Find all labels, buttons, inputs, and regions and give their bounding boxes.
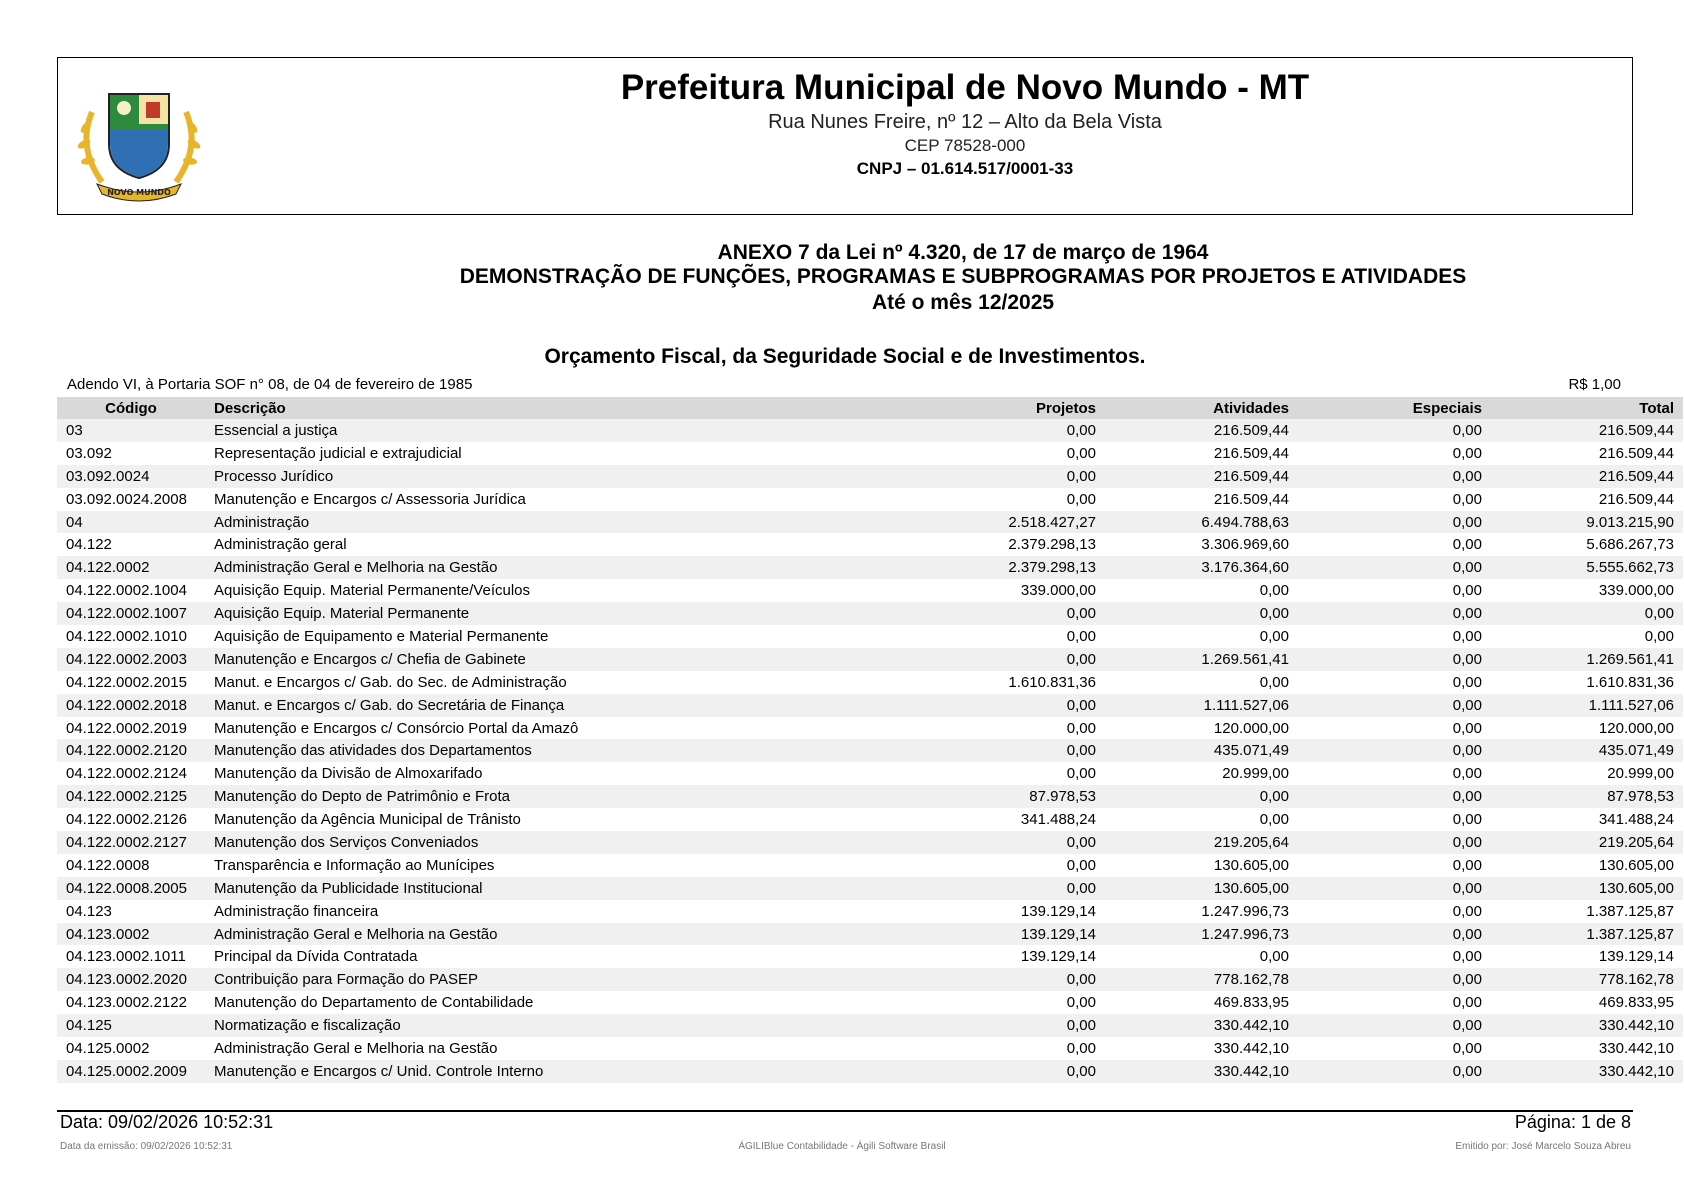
- adendo-note: Adendo VI, à Portaria SOF n° 08, de 04 de fevereiro de 1985: [67, 376, 473, 393]
- cell-atividades: 20.999,00: [1222, 765, 1289, 783]
- svg-text:NOVO MUNDO: NOVO MUNDO: [107, 188, 171, 197]
- cell-projetos: 0,00: [805, 968, 1105, 991]
- cell-descricao: Transparência e Informação ao Munícipes: [214, 856, 495, 874]
- cell-descricao: Manut. e Encargos c/ Gab. do Sec. de Administração: [214, 673, 567, 691]
- cell-codigo: 04.122.0002.2120: [57, 739, 205, 762]
- cell-atividades: 1.111.527,06: [1105, 694, 1298, 717]
- cell-codigo: 04: [57, 511, 205, 534]
- table-row: [57, 1060, 1683, 1083]
- cell-atividades: 0,00: [1259, 948, 1289, 966]
- cell-codigo: 04.123.0002.1011: [66, 948, 186, 966]
- cell-especiais: 0,00: [1298, 923, 1491, 946]
- cell-total: 216.509,44: [1598, 444, 1674, 462]
- cell-especiais: 0,00: [1298, 831, 1491, 854]
- cell-atividades: 1.247.996,73: [1201, 902, 1289, 920]
- cell-atividades: 0,00: [1259, 627, 1289, 645]
- cell-especiais: 0,00: [1298, 602, 1491, 625]
- table-row: [57, 945, 1683, 968]
- cell-especiais: 0,00: [1452, 444, 1482, 462]
- cell-descricao: Administração: [205, 511, 805, 534]
- cell-total: 778.162,78: [1491, 968, 1683, 991]
- cell-total: 219.205,64: [1491, 831, 1683, 854]
- cell-projetos: 0,00: [1066, 765, 1096, 783]
- cell-projetos: 0,00: [805, 739, 1105, 762]
- col-header-total: Total: [1491, 397, 1683, 419]
- cell-descricao: Manutenção da Publicidade Institucional: [205, 877, 805, 900]
- footer-date: Data: 09/02/2026 10:52:31: [60, 1112, 274, 1132]
- cell-codigo: 04.122.0002.1004: [66, 582, 187, 600]
- cell-projetos: 0,00: [805, 831, 1105, 854]
- currency-unit: R$ 1,00: [1568, 376, 1621, 393]
- col-header-especiais: Especiais: [1298, 397, 1491, 419]
- cell-descricao: Normatização e fiscalização: [205, 1014, 805, 1037]
- cell-projetos: 0,00: [805, 1014, 1105, 1037]
- cell-projetos: 0,00: [805, 694, 1105, 717]
- cell-atividades: 330.442,10: [1105, 1014, 1298, 1037]
- cell-codigo: 04.122.0002: [57, 556, 205, 579]
- cell-projetos: 87.978,53: [805, 785, 1105, 808]
- cell-projetos: 0,00: [1066, 1039, 1096, 1057]
- cell-especiais: 0,00: [1452, 856, 1482, 874]
- cell-projetos: 0,00: [1066, 856, 1096, 874]
- cell-codigo: 04.122.0002.2126: [66, 811, 187, 829]
- cell-descricao: Manutenção e Encargos c/ Unid. Controle Interno: [205, 1060, 805, 1083]
- cell-total: 330.442,10: [1491, 1060, 1683, 1083]
- cell-descricao: Manut. e Encargos c/ Gab. do Secretária de Finança: [205, 694, 805, 717]
- cell-total: 130.605,00: [1598, 856, 1674, 874]
- cell-projetos: 0,00: [805, 465, 1105, 488]
- cell-total: 0,00: [1644, 627, 1674, 645]
- cell-codigo: 04.122.0008: [66, 856, 150, 874]
- cell-descricao: Principal da Dívida Contratada: [214, 948, 418, 966]
- cell-total: 1.269.561,41: [1491, 648, 1683, 671]
- cell-total: 130.605,00: [1491, 877, 1683, 900]
- table-row: [57, 442, 1683, 465]
- cell-especiais: 0,00: [1452, 719, 1482, 737]
- cell-projetos: 0,00: [1066, 719, 1096, 737]
- cell-descricao: Processo Jurídico: [205, 465, 805, 488]
- table-row: [57, 739, 1683, 762]
- cell-total: 20.999,00: [1607, 765, 1674, 783]
- table-row: [57, 1014, 1683, 1037]
- table-row: [57, 762, 1683, 785]
- cell-atividades: 0,00: [1259, 811, 1289, 829]
- cell-atividades: 330.442,10: [1213, 1039, 1289, 1057]
- cell-descricao: Manutenção do Depto de Patrimônio e Frota: [205, 785, 805, 808]
- cell-atividades: 216.509,44: [1105, 419, 1298, 442]
- cell-codigo: 03.092.0024.2008: [66, 490, 187, 508]
- table-row: [57, 579, 1683, 602]
- table-row: [57, 694, 1683, 717]
- cell-atividades: 216.509,44: [1105, 465, 1298, 488]
- cell-projetos: 0,00: [805, 648, 1105, 671]
- cell-descricao: Administração financeira: [214, 902, 379, 920]
- cell-total: 139.129,14: [1598, 948, 1674, 966]
- cell-projetos: 341.488,24: [1020, 811, 1096, 829]
- org-address: Rua Nunes Freire, nº 12 – Alto da Bela Vista: [768, 111, 1162, 133]
- cell-total: 330.442,10: [1491, 1014, 1683, 1037]
- cell-codigo: 04.125.0002: [66, 1039, 150, 1057]
- cell-codigo: 04.123: [66, 902, 112, 920]
- cell-especiais: 0,00: [1298, 877, 1491, 900]
- cell-atividades: 0,00: [1105, 785, 1298, 808]
- org-title: Prefeitura Municipal de Novo Mundo - MT: [620, 68, 1310, 107]
- table-row: [57, 717, 1683, 740]
- footer-page-number: Página: 1 de 8: [1514, 1112, 1631, 1132]
- cell-atividades: 778.162,78: [1105, 968, 1298, 991]
- footer-issued-by: Emitido por: José Marcelo Souza Abreu: [1455, 1141, 1631, 1152]
- cell-codigo: 04.122.0002.2127: [57, 831, 205, 854]
- cell-especiais: 0,00: [1298, 465, 1491, 488]
- cell-especiais: 0,00: [1298, 511, 1491, 534]
- cell-descricao: Manutenção e Encargos c/ Consórcio Portal da Amazô: [214, 719, 579, 737]
- cell-especiais: 0,00: [1452, 765, 1482, 783]
- cell-codigo: 04.122.0002.2018: [57, 694, 205, 717]
- cell-total: 120.000,00: [1598, 719, 1674, 737]
- cell-descricao: Aquisição de Equipamento e Material Permanente: [214, 627, 549, 645]
- cell-especiais: 0,00: [1452, 673, 1482, 691]
- cell-atividades: 130.605,00: [1105, 877, 1298, 900]
- report-title-main: DEMONSTRAÇÃO DE FUNÇÕES, PROGRAMAS E SUBPROGRAMAS POR PROJETOS E ATIVIDADES: [459, 265, 1467, 288]
- cell-codigo: 04.122: [66, 536, 112, 554]
- col-header-descricao: Descrição: [205, 397, 805, 419]
- cell-especiais: 0,00: [1452, 902, 1482, 920]
- col-header-projetos: Projetos: [805, 397, 1105, 419]
- cell-codigo: 04.122.0002.2124: [66, 765, 187, 783]
- cell-codigo: 03.092: [66, 444, 112, 462]
- cell-descricao: Essencial a justiça: [205, 419, 805, 442]
- col-header-codigo: Código: [57, 397, 205, 419]
- cell-total: 1.387.125,87: [1491, 923, 1683, 946]
- footer-software: ÁGILIBlue Contabilidade - Ágili Software Brasil: [738, 1141, 946, 1152]
- cell-total: 216.509,44: [1598, 490, 1674, 508]
- org-cep: CEP 78528-000: [904, 136, 1026, 155]
- cell-projetos: 339.000,00: [1020, 582, 1096, 600]
- cell-atividades: 3.176.364,60: [1105, 556, 1298, 579]
- cell-atividades: 469.833,95: [1213, 994, 1289, 1012]
- cell-atividades: 216.509,44: [1213, 444, 1289, 462]
- cell-especiais: 0,00: [1452, 490, 1482, 508]
- cell-codigo: 04.125: [57, 1014, 205, 1037]
- cell-codigo: 04.122.0002.2019: [66, 719, 187, 737]
- cell-projetos: 0,00: [1066, 994, 1096, 1012]
- cell-codigo: 04.122.0008.2005: [57, 877, 205, 900]
- cell-projetos: 2.518.427,27: [805, 511, 1105, 534]
- cell-codigo: 04.122.0002.2125: [57, 785, 205, 808]
- cell-especiais: 0,00: [1298, 739, 1491, 762]
- table-row: [57, 900, 1683, 923]
- cell-especiais: 0,00: [1298, 694, 1491, 717]
- cell-especiais: 0,00: [1452, 536, 1482, 554]
- cell-projetos: 1.610.831,36: [1008, 673, 1096, 691]
- cell-descricao: Manutenção dos Serviços Conveniados: [205, 831, 805, 854]
- cell-projetos: 0,00: [1066, 444, 1096, 462]
- report-budget-type: Orçamento Fiscal, da Seguridade Social e de Investimentos.: [544, 345, 1146, 368]
- cell-especiais: 0,00: [1452, 1039, 1482, 1057]
- cell-total: 216.509,44: [1491, 465, 1683, 488]
- cell-codigo: 03: [57, 419, 205, 442]
- cell-total: 0,00: [1491, 602, 1683, 625]
- cell-descricao: Contribuição para Formação do PASEP: [205, 968, 805, 991]
- cell-descricao: Administração geral: [214, 536, 347, 554]
- table-row: [57, 831, 1683, 854]
- footer-emission-date: Data da emissão: 09/02/2026 10:52:31: [60, 1141, 233, 1152]
- cell-total: 1.387.125,87: [1586, 902, 1674, 920]
- table-row: [57, 556, 1683, 579]
- cell-especiais: 0,00: [1298, 419, 1491, 442]
- cell-atividades: 130.605,00: [1213, 856, 1289, 874]
- cell-codigo: 04.123.0002.2122: [66, 994, 187, 1012]
- cell-projetos: 0,00: [805, 419, 1105, 442]
- cell-codigo: 04.125.0002.2009: [57, 1060, 205, 1083]
- cell-especiais: 0,00: [1452, 811, 1482, 829]
- cell-especiais: 0,00: [1452, 627, 1482, 645]
- report-title-annex: ANEXO 7 da Lei nº 4.320, de 17 de março de 1964: [717, 241, 1209, 264]
- cell-codigo: 03.092.0024: [57, 465, 205, 488]
- table-row: [57, 419, 1683, 442]
- cell-projetos: 0,00: [805, 877, 1105, 900]
- cell-especiais: 0,00: [1452, 948, 1482, 966]
- cell-codigo: 04.122.0002.2003: [57, 648, 205, 671]
- header-box: [57, 57, 1633, 215]
- cell-especiais: 0,00: [1298, 1014, 1491, 1037]
- col-header-atividades: Atividades: [1105, 397, 1298, 419]
- cell-atividades: 435.071,49: [1105, 739, 1298, 762]
- table-row: [57, 968, 1683, 991]
- cell-atividades: 1.247.996,73: [1105, 923, 1298, 946]
- cell-total: 330.442,10: [1598, 1039, 1674, 1057]
- cell-especiais: 0,00: [1452, 994, 1482, 1012]
- cell-descricao: Manutenção do Departamento de Contabilidade: [214, 994, 534, 1012]
- table-row: [57, 625, 1683, 648]
- cell-projetos: 2.379.298,13: [805, 556, 1105, 579]
- cell-projetos: 0,00: [1066, 627, 1096, 645]
- cell-total: 1.610.831,36: [1586, 673, 1674, 691]
- cell-atividades: 330.442,10: [1105, 1060, 1298, 1083]
- cell-total: 5.686.267,73: [1586, 536, 1674, 554]
- cell-atividades: 0,00: [1259, 582, 1289, 600]
- org-cnpj: CNPJ – 01.614.517/0001-33: [856, 159, 1074, 178]
- report-period: Até o mês 12/2025: [871, 291, 1055, 314]
- cell-codigo: 04.123.0002.2020: [57, 968, 205, 991]
- cell-atividades: 216.509,44: [1213, 490, 1289, 508]
- table-row: [57, 1037, 1683, 1060]
- table-row: [57, 785, 1683, 808]
- table-row: [57, 877, 1683, 900]
- cell-projetos: 0,00: [805, 602, 1105, 625]
- table-row: [57, 991, 1683, 1014]
- table-row: [57, 465, 1683, 488]
- cell-total: 87.978,53: [1491, 785, 1683, 808]
- functions-programs-table: [57, 397, 1683, 1083]
- cell-projetos: 0,00: [805, 1060, 1105, 1083]
- table-row: [57, 602, 1683, 625]
- cell-projetos: 0,00: [1066, 490, 1096, 508]
- cell-projetos: 2.379.298,13: [1008, 536, 1096, 554]
- cell-total: 341.488,24: [1598, 811, 1674, 829]
- cell-especiais: 0,00: [1452, 582, 1482, 600]
- table-row: [57, 511, 1683, 534]
- cell-especiais: 0,00: [1298, 785, 1491, 808]
- table-row: [57, 533, 1683, 556]
- table-row: [57, 923, 1683, 946]
- cell-codigo: 04.122.0002.1010: [66, 627, 187, 645]
- table-row: [57, 808, 1683, 831]
- cell-descricao: Manutenção das atividades dos Departamentos: [205, 739, 805, 762]
- cell-projetos: 139.129,14: [1020, 902, 1096, 920]
- cell-atividades: 0,00: [1259, 673, 1289, 691]
- cell-atividades: 3.306.969,60: [1201, 536, 1289, 554]
- footer-divider: [57, 1110, 1633, 1112]
- cell-total: 216.509,44: [1491, 419, 1683, 442]
- cell-descricao: Manutenção da Agência Municipal de Trânisto: [214, 811, 521, 829]
- cell-atividades: 120.000,00: [1213, 719, 1289, 737]
- cell-projetos: 139.129,14: [805, 923, 1105, 946]
- table-row: [57, 488, 1683, 511]
- table-row: [57, 671, 1683, 694]
- cell-atividades: 0,00: [1105, 602, 1298, 625]
- cell-total: 435.071,49: [1491, 739, 1683, 762]
- table-row: [57, 648, 1683, 671]
- cell-descricao: Administração Geral e Melhoria na Gestão: [205, 556, 805, 579]
- cell-codigo: 04.122.0002.2015: [66, 673, 187, 691]
- cell-codigo: 04.122.0002.1007: [57, 602, 205, 625]
- cell-atividades: 1.269.561,41: [1105, 648, 1298, 671]
- cell-descricao: Administração Geral e Melhoria na Gestão: [214, 1039, 498, 1057]
- cell-total: 339.000,00: [1598, 582, 1674, 600]
- table-body: [57, 419, 1683, 1083]
- cell-descricao: Aquisição Equip. Material Permanente/Veículos: [214, 582, 531, 600]
- cell-atividades: 6.494.788,63: [1105, 511, 1298, 534]
- cell-total: 5.555.662,73: [1491, 556, 1683, 579]
- cell-atividades: 219.205,64: [1105, 831, 1298, 854]
- table-row: [57, 854, 1683, 877]
- cell-especiais: 0,00: [1298, 648, 1491, 671]
- cell-total: 469.833,95: [1598, 994, 1674, 1012]
- cell-descricao: Manutenção e Encargos c/ Chefia de Gabinete: [205, 648, 805, 671]
- cell-codigo: 04.123.0002: [57, 923, 205, 946]
- cell-total: 1.111.527,06: [1491, 694, 1683, 717]
- cell-total: 9.013.215,90: [1491, 511, 1683, 534]
- cell-descricao: Aquisição Equip. Material Permanente: [205, 602, 805, 625]
- cell-descricao: Manutenção e Encargos c/ Assessoria Jurídica: [214, 490, 526, 508]
- cell-projetos: 139.129,14: [1020, 948, 1096, 966]
- cell-descricao: Administração Geral e Melhoria na Gestão: [205, 923, 805, 946]
- cell-especiais: 0,00: [1298, 1060, 1491, 1083]
- table-header-row: [57, 397, 1683, 419]
- cell-descricao: Representação judicial e extrajudicial: [214, 444, 462, 462]
- cell-especiais: 0,00: [1298, 556, 1491, 579]
- cell-descricao: Manutenção da Divisão de Almoxarifado: [214, 765, 483, 783]
- cell-especiais: 0,00: [1298, 968, 1491, 991]
